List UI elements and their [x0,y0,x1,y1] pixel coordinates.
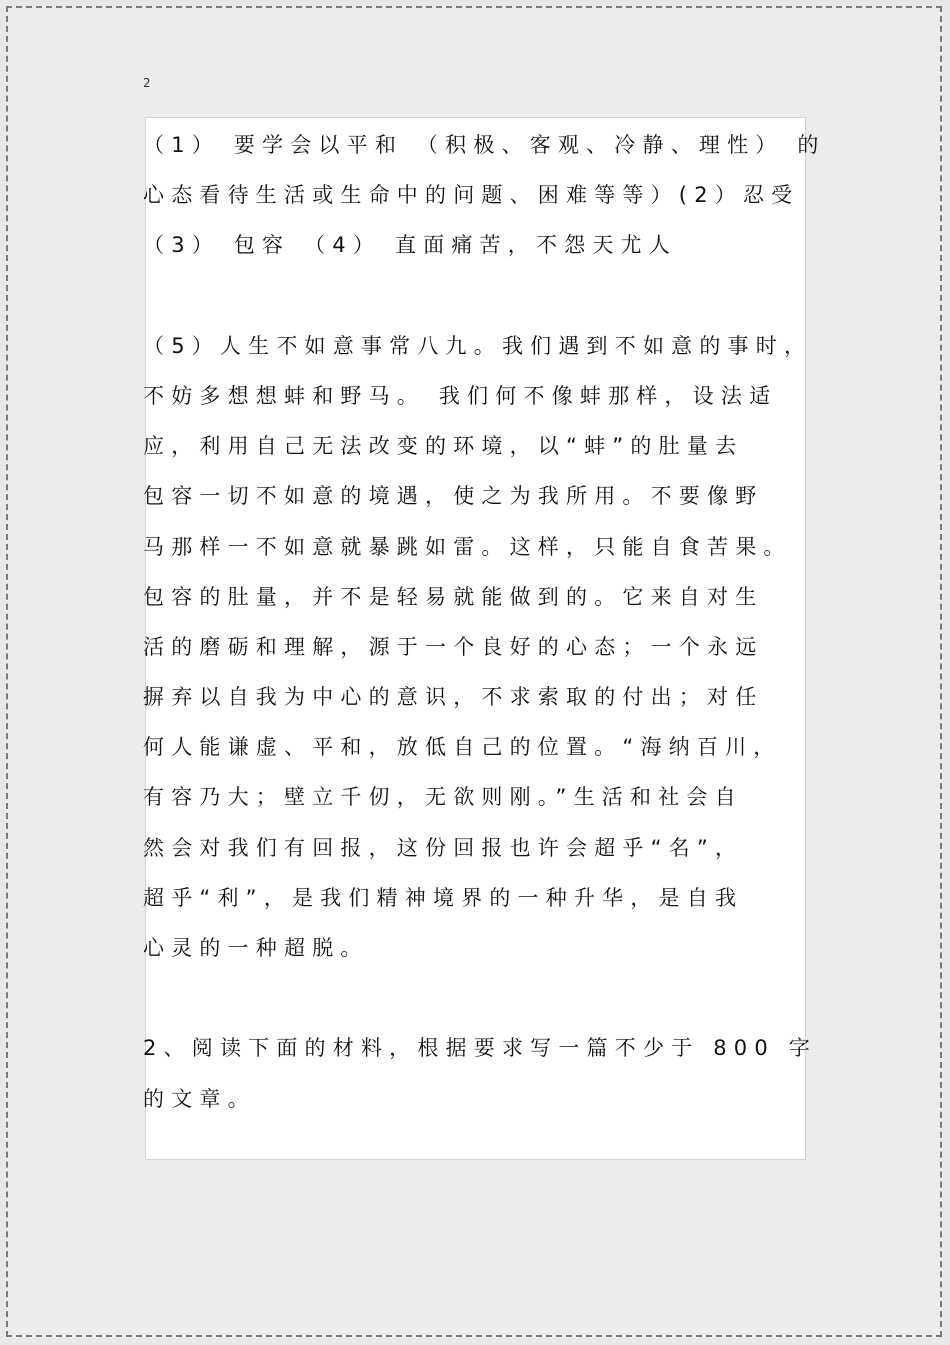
text-line: 然会对我们有回报，这份回报也许会超乎“名”， [143,835,744,860]
text-line: 2、阅读下面的材料，根据要求写一篇不少于 800 字 [143,1036,817,1061]
text-line: 马那样一不如意就暴跳如雷。这样，只能自食苦果。 [143,534,792,559]
text-line: 不妨多想想蚌和野马。 我们何不像蚌那样，设法适 [143,383,778,408]
text-line: 包容的肚量，并不是轻易就能做到的。它来自对生 [143,584,764,609]
document-text [143,120,826,1124]
text-line: （5）人生不如意事常八九。我们遇到不如意的事时， [143,333,813,358]
paragraph-gap [143,973,783,1023]
text-line: （3） 包容 （4） 直面痛苦，不怨天尤人 [143,233,677,258]
text-line: 摒弃以自我为中心的意识，不求索取的付出；对任 [143,685,764,710]
text-line: 心灵的一种超脱。 [143,936,369,960]
text-line: 有容乃大；壁立千仞，无欲则刚。”生活和社会自 [143,785,743,810]
text-line: 何人能谦虚、平和，放低自己的位置。“海纳百川， [143,735,782,760]
text-line: 包容一切不如意的境遇，使之为我所用。不要像野 [143,484,764,509]
page-number: 2 [143,76,151,90]
text-line: 应，利用自己无法改变的环境，以“蚌”的肚量去 [143,434,744,459]
paragraph-gap [143,271,783,321]
text-line: 活的磨砺和理解，源于一个良好的心态；一个永远 [143,634,764,659]
text-line: 心态看待生活或生命中的问题、困难等等）(2）忍受 [143,183,800,208]
text-line: 的文章。 [143,1086,256,1111]
text-line: （1） 要学会以平和 （积极、客观、冷静、理性） 的 [143,133,826,157]
text-line: 超乎“利”，是我们精神境界的一种升华，是自我 [143,885,744,910]
